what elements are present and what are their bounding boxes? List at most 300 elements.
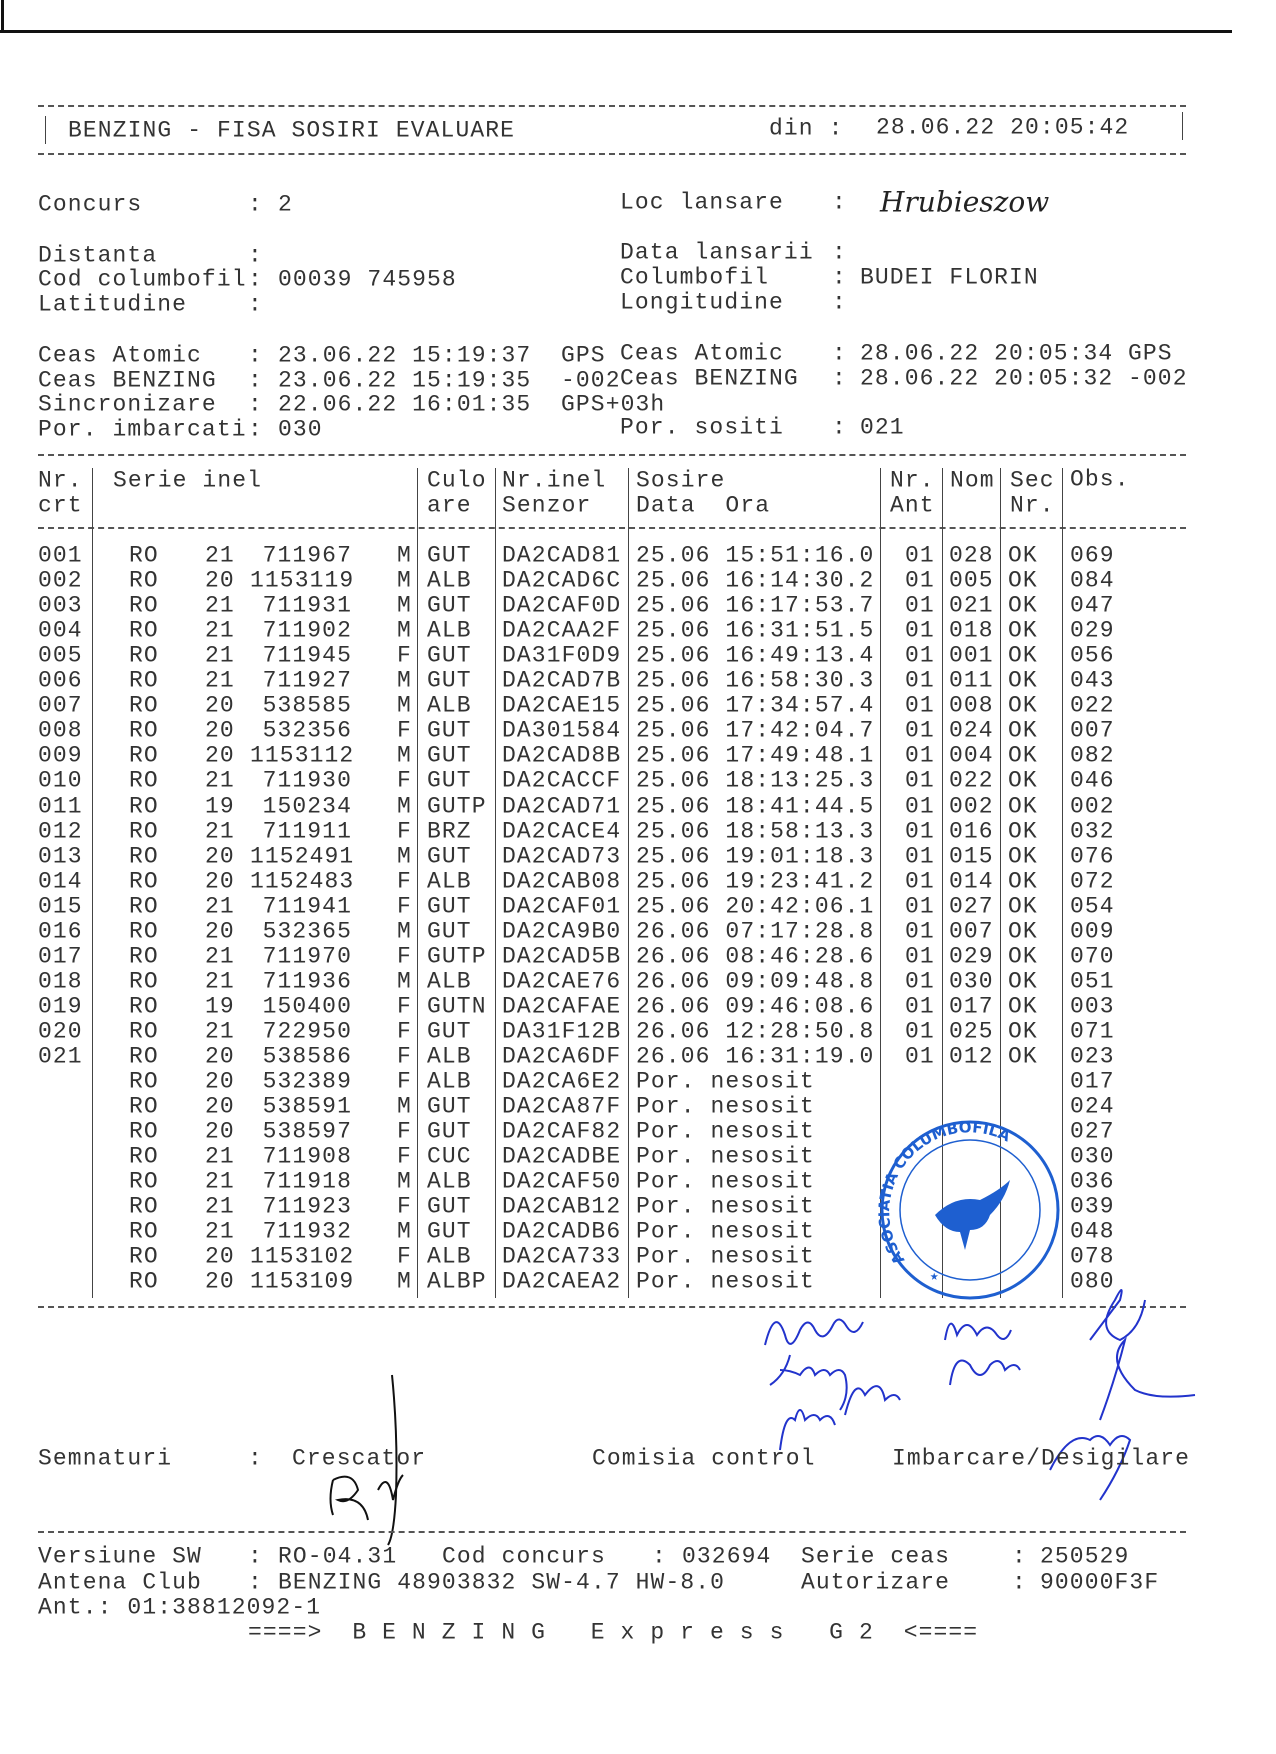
row-sex: F <box>397 1068 412 1095</box>
row-color: CUC <box>427 1143 472 1170</box>
row-country: RO <box>129 617 159 644</box>
header-sec: Sec <box>1010 467 1055 494</box>
row-country: RO <box>129 642 159 669</box>
autorizare-label: Autorizare <box>801 1569 951 1596</box>
row-sensor: DA31F0D9 <box>502 642 622 669</box>
row-arrival: 26.06 09:46:08.6 <box>636 993 875 1020</box>
row-sensor: DA2CAEA2 <box>502 1268 622 1295</box>
row-year: 20 <box>205 1268 235 1295</box>
loc-lansare-handwritten: Hrubieszow <box>880 185 1050 219</box>
row-arrival: Por. nesosit <box>636 1243 815 1270</box>
row-nr-ant: 01 <box>905 1043 935 1070</box>
clock-value: 22.06.22 16:01:35 <box>278 391 532 418</box>
colon: : <box>248 266 263 293</box>
row-obs: 070 <box>1070 943 1115 970</box>
row-nr-ant: 01 <box>905 868 935 895</box>
scan-edge <box>0 30 1232 33</box>
row-crt: 008 <box>38 717 83 744</box>
row-sex: M <box>397 1168 412 1195</box>
colon: : <box>248 291 263 318</box>
colon: : <box>248 1543 263 1570</box>
row-sensor: DA2CAF82 <box>502 1118 622 1145</box>
row-crt: 013 <box>38 843 83 870</box>
row-country: RO <box>129 918 159 945</box>
row-arrival: 25.06 20:42:06.1 <box>636 893 875 920</box>
row-crt: 002 <box>38 567 83 594</box>
column-divider <box>942 468 943 1298</box>
row-obs: 069 <box>1070 542 1115 569</box>
row-nr-ant: 01 <box>905 1018 935 1045</box>
row-sensor: DA2CACCF <box>502 767 622 794</box>
colon: : <box>248 1569 263 1596</box>
row-color: GUT <box>427 1218 472 1245</box>
clock-value: 030 <box>278 416 323 443</box>
versiune-label: Versiune SW <box>38 1543 202 1570</box>
antena-label: Antena Club <box>38 1569 202 1596</box>
cod-concurs-label: Cod concurs <box>442 1543 606 1570</box>
header-nr: Nr. <box>38 467 83 494</box>
cod-columbofil-value: 00039 745958 <box>278 266 457 293</box>
clock-value: 28.06.22 20:05:32 <box>860 365 1114 392</box>
row-color: GUT <box>427 742 472 769</box>
row-nr-ant: 01 <box>905 893 935 920</box>
row-nom: 012 <box>949 1043 994 1070</box>
clock-label: Por. imbarcati <box>38 416 247 443</box>
row-arrival: 25.06 18:13:25.3 <box>636 767 875 794</box>
column-divider <box>628 468 629 1298</box>
row-sensor: DA2CA733 <box>502 1243 622 1270</box>
row-year: 21 <box>205 1143 235 1170</box>
row-color: GUT <box>427 767 472 794</box>
row-crt: 003 <box>38 592 83 619</box>
row-crt: 021 <box>38 1043 83 1070</box>
row-country: RO <box>129 1118 159 1145</box>
row-ring-number: 711932 <box>262 1218 352 1245</box>
row-ring-number: 538586 <box>262 1043 352 1070</box>
row-arrival: 25.06 18:41:44.5 <box>636 793 875 819</box>
row-crt: 007 <box>38 692 83 719</box>
row-ring-number: 1152483 <box>250 868 355 895</box>
row-nr-ant: 01 <box>905 993 935 1020</box>
row-sec: OK <box>1008 993 1038 1020</box>
row-ring-number: 150400 <box>262 993 352 1020</box>
serie-ceas-value: 250529 <box>1040 1543 1130 1570</box>
row-arrival: Por. nesosit <box>636 1068 815 1095</box>
row-sensor: DA2CAE76 <box>502 968 622 995</box>
row-obs: 048 <box>1070 1218 1115 1245</box>
row-ring-number: 711911 <box>262 818 352 845</box>
header-serie-inel: Serie inel <box>113 467 263 494</box>
row-arrival: Por. nesosit <box>636 1268 815 1295</box>
row-ring-number: 711945 <box>262 642 352 669</box>
row-obs: 027 <box>1070 1118 1115 1145</box>
column-divider <box>495 468 496 1298</box>
row-year: 21 <box>205 1018 235 1045</box>
clock-label: Por. sositi <box>620 414 784 441</box>
divider <box>38 1306 1186 1308</box>
header-data-ora: Data Ora <box>636 492 771 519</box>
row-nr-ant: 01 <box>905 717 935 744</box>
row-country: RO <box>129 893 159 920</box>
row-year: 21 <box>205 1193 235 1220</box>
row-arrival: 26.06 16:31:19.0 <box>636 1043 875 1070</box>
row-ring-number: 711927 <box>262 667 352 694</box>
row-ring-number: 711967 <box>262 542 352 569</box>
row-sec: OK <box>1008 943 1038 970</box>
row-color: GUTP <box>427 943 487 970</box>
row-ring-number: 711941 <box>262 893 352 920</box>
row-color: GUTP <box>427 793 487 819</box>
row-color: ALB <box>427 1168 472 1195</box>
row-arrival: 25.06 17:49:48.1 <box>636 742 875 769</box>
row-sensor: DA2CA6DF <box>502 1043 622 1070</box>
clock-suffix: GPS <box>561 342 606 369</box>
imbarcare-desigilare-label: Imbarcare/Desigilare <box>892 1445 1191 1472</box>
row-year: 19 <box>205 993 235 1020</box>
row-nr-ant: 01 <box>905 667 935 694</box>
row-color: ALB <box>427 692 472 719</box>
row-year: 20 <box>205 1068 235 1095</box>
row-crt: 014 <box>38 868 83 895</box>
row-sec: OK <box>1008 692 1038 719</box>
row-sensor: DA2CAB12 <box>502 1193 622 1220</box>
header-ant: Ant <box>890 492 935 519</box>
row-country: RO <box>129 818 159 845</box>
header-nr-ant: Nr. <box>890 467 935 494</box>
row-year: 21 <box>205 542 235 569</box>
row-sex: M <box>397 1093 412 1120</box>
row-arrival: 25.06 16:17:53.7 <box>636 592 875 619</box>
row-obs: 024 <box>1070 1093 1115 1120</box>
row-crt: 017 <box>38 943 83 970</box>
row-obs: 051 <box>1070 968 1115 995</box>
row-nom: 018 <box>949 617 994 644</box>
row-sensor: DA2CA9B0 <box>502 918 622 945</box>
row-nom: 017 <box>949 993 994 1020</box>
colon: : <box>832 189 847 216</box>
benzing-banner: ====> B E N Z I N G E x p r e s s G 2 <==== <box>248 1619 979 1646</box>
row-sensor: DA2CADBE <box>502 1143 622 1170</box>
row-year: 20 <box>205 742 235 769</box>
header-crt: crt <box>38 492 83 519</box>
row-sensor: DA2CAD6C <box>502 567 622 594</box>
row-ring-number: 711931 <box>262 592 352 619</box>
row-nr-ant: 01 <box>905 918 935 945</box>
header-culoare-2: are <box>427 492 472 519</box>
row-obs: 078 <box>1070 1243 1115 1270</box>
header-border-right <box>1182 112 1183 140</box>
row-crt: 010 <box>38 767 83 794</box>
row-arrival: 25.06 15:51:16.0 <box>636 542 875 569</box>
longitudine-label: Longitudine <box>620 289 784 316</box>
divider <box>38 153 1186 155</box>
row-color: GUT <box>427 1118 472 1145</box>
header-culoare: Culo <box>427 467 487 494</box>
column-divider <box>1062 468 1063 1298</box>
row-color: ALB <box>427 567 472 594</box>
colon: : <box>832 264 847 291</box>
row-nom: 016 <box>949 818 994 845</box>
row-year: 20 <box>205 1093 235 1120</box>
row-nom: 029 <box>949 943 994 970</box>
row-ring-number: 150234 <box>262 793 352 819</box>
row-nr-ant: 01 <box>905 592 935 619</box>
row-year: 20 <box>205 868 235 895</box>
row-obs: 030 <box>1070 1143 1115 1170</box>
row-ring-number: 711908 <box>262 1143 352 1170</box>
row-year: 21 <box>205 893 235 920</box>
row-sex: M <box>397 617 412 644</box>
row-crt: 020 <box>38 1018 83 1045</box>
data-lansarii-label: Data lansarii <box>620 239 814 266</box>
row-obs: 082 <box>1070 742 1115 769</box>
row-obs: 046 <box>1070 767 1115 794</box>
row-sex: F <box>397 1118 412 1145</box>
row-nr-ant: 01 <box>905 642 935 669</box>
row-obs: 017 <box>1070 1068 1115 1095</box>
row-nr-ant: 01 <box>905 767 935 794</box>
row-country: RO <box>129 567 159 594</box>
row-obs: 072 <box>1070 868 1115 895</box>
row-arrival: 25.06 17:34:57.4 <box>636 692 875 719</box>
row-crt: 001 <box>38 542 83 569</box>
row-color: GUT <box>427 918 472 945</box>
row-color: BRZ <box>427 818 472 845</box>
row-sensor: DA2CACE4 <box>502 818 622 845</box>
clock-label: Ceas Atomic <box>38 342 202 369</box>
row-arrival: 25.06 16:58:30.3 <box>636 667 875 694</box>
row-nr-ant: 01 <box>905 843 935 870</box>
row-sex: M <box>397 843 412 870</box>
clock-value: 23.06.22 15:19:37 <box>278 342 532 369</box>
row-crt: 006 <box>38 667 83 694</box>
row-color: GUT <box>427 542 472 569</box>
clock-suffix: -002 <box>561 367 621 394</box>
row-sec: OK <box>1008 717 1038 744</box>
row-sex: F <box>397 1243 412 1270</box>
clock-suffix: GPS <box>1128 340 1173 367</box>
row-sec: OK <box>1008 592 1038 619</box>
colon: : <box>832 414 847 441</box>
date-label: din : <box>769 115 844 142</box>
row-sensor: DA2CADB6 <box>502 1218 622 1245</box>
row-year: 20 <box>205 1118 235 1145</box>
colon: : <box>832 365 847 392</box>
row-color: GUT <box>427 592 472 619</box>
row-crt: 005 <box>38 642 83 669</box>
colon: : <box>248 342 263 369</box>
divider <box>38 105 1186 107</box>
row-ring-number: 532365 <box>262 918 352 945</box>
row-crt: 016 <box>38 918 83 945</box>
row-obs: 003 <box>1070 993 1115 1020</box>
row-color: GUT <box>427 642 472 669</box>
row-country: RO <box>129 592 159 619</box>
versiune-value: RO-04.31 <box>278 1543 398 1570</box>
row-year: 20 <box>205 692 235 719</box>
latitudine-label: Latitudine <box>38 291 188 318</box>
row-country: RO <box>129 542 159 569</box>
row-obs: 056 <box>1070 642 1115 669</box>
row-obs: 032 <box>1070 818 1115 845</box>
clock-suffix: -002 <box>1128 365 1188 392</box>
row-country: RO <box>129 1218 159 1245</box>
row-ring-number: 711936 <box>262 968 352 995</box>
association-stamp <box>875 1118 1058 1298</box>
row-nom: 025 <box>949 1018 994 1045</box>
row-obs: 036 <box>1070 1168 1115 1195</box>
row-obs: 047 <box>1070 592 1115 619</box>
row-country: RO <box>129 1093 159 1120</box>
row-sex: M <box>397 592 412 619</box>
row-ring-number: 538585 <box>262 692 352 719</box>
row-nom: 030 <box>949 968 994 995</box>
row-arrival: 25.06 17:42:04.7 <box>636 717 875 744</box>
row-crt: 009 <box>38 742 83 769</box>
row-arrival: Por. nesosit <box>636 1218 815 1245</box>
header-sec-nr: Nr. <box>1010 492 1055 519</box>
loc-lansare-label: Loc lansare <box>620 189 784 216</box>
row-sec: OK <box>1008 893 1038 920</box>
row-color: ALB <box>427 1068 472 1095</box>
autorizare-value: 90000F3F <box>1040 1569 1160 1596</box>
row-ring-number: 722950 <box>262 1018 352 1045</box>
row-sensor: DA2CAE15 <box>502 692 622 719</box>
row-arrival: Por. nesosit <box>636 1143 815 1170</box>
serie-ceas-label: Serie ceas <box>801 1543 951 1570</box>
column-divider <box>417 468 418 1298</box>
row-nr-ant: 01 <box>905 793 935 819</box>
clock-label: Ceas Atomic <box>620 340 784 367</box>
row-ring-number: 711923 <box>262 1193 352 1220</box>
row-color: GUT <box>427 667 472 694</box>
row-sensor: DA2CAD8B <box>502 742 622 769</box>
row-sec: OK <box>1008 843 1038 870</box>
header-sosire: Sosire <box>636 467 726 494</box>
row-obs: 071 <box>1070 1018 1115 1045</box>
cod-concurs-value: 032694 <box>682 1543 772 1570</box>
row-sex: F <box>397 642 412 669</box>
row-nom: 014 <box>949 868 994 895</box>
row-nom: 002 <box>949 793 994 819</box>
row-country: RO <box>129 943 159 970</box>
row-sensor: DA2CA87F <box>502 1093 622 1120</box>
row-sec: OK <box>1008 1018 1038 1045</box>
row-sensor: DA2CAD5B <box>502 943 622 970</box>
clock-value: 28.06.22 20:05:34 <box>860 340 1114 367</box>
colon: : <box>248 191 263 218</box>
row-sec: OK <box>1008 868 1038 895</box>
row-sex: F <box>397 767 412 794</box>
row-ring-number: 532389 <box>262 1068 352 1095</box>
row-nr-ant: 01 <box>905 968 935 995</box>
divider <box>38 1531 1186 1533</box>
colon: : <box>832 289 847 316</box>
row-nr-ant: 01 <box>905 943 935 970</box>
row-country: RO <box>129 742 159 769</box>
row-arrival: 25.06 19:23:41.2 <box>636 868 875 895</box>
clock-label: Ceas BENZING <box>620 365 799 392</box>
row-sex: M <box>397 742 412 769</box>
row-arrival: 25.06 16:14:30.2 <box>636 567 875 594</box>
row-sensor: DA2CAFAE <box>502 993 622 1020</box>
header-nr-inel: Nr.inel <box>502 467 607 494</box>
row-sex: F <box>397 1143 412 1170</box>
columbofil-value: BUDEI FLORIN <box>860 264 1039 291</box>
crescator-label: Crescator <box>292 1445 427 1472</box>
clock-value: 021 <box>860 414 905 441</box>
row-obs: 002 <box>1070 793 1115 819</box>
divider <box>38 454 1186 456</box>
distanta-label: Distanta <box>38 242 158 269</box>
row-sensor: DA2CAB08 <box>502 868 622 895</box>
colon: : <box>248 367 263 394</box>
row-ring-number: 538597 <box>262 1118 352 1145</box>
row-obs: 029 <box>1070 617 1115 644</box>
row-sec: OK <box>1008 918 1038 945</box>
row-nom: 001 <box>949 642 994 669</box>
row-obs: 080 <box>1070 1268 1115 1295</box>
row-obs: 054 <box>1070 893 1115 920</box>
row-year: 20 <box>205 567 235 594</box>
row-ring-number: 1153119 <box>250 567 355 594</box>
row-crt: 011 <box>38 793 83 819</box>
row-sex: F <box>397 1018 412 1045</box>
row-sec: OK <box>1008 642 1038 669</box>
row-ring-number: 1153112 <box>250 742 355 769</box>
row-year: 21 <box>205 767 235 794</box>
row-arrival: 25.06 18:58:13.3 <box>636 818 875 845</box>
cod-columbofil-label: Cod columbofil <box>38 266 247 293</box>
row-sec: OK <box>1008 567 1038 594</box>
colon: : <box>1012 1569 1027 1596</box>
row-crt: 004 <box>38 617 83 644</box>
comisia-control-label: Comisia control <box>592 1445 816 1472</box>
row-ring-number: 711918 <box>262 1168 352 1195</box>
row-sex: M <box>397 1268 412 1295</box>
header-senzor: Senzor <box>502 492 592 519</box>
row-sensor: DA301584 <box>502 717 622 744</box>
row-sex: M <box>397 667 412 694</box>
divider <box>38 527 1186 529</box>
row-nom: 024 <box>949 717 994 744</box>
row-sex: M <box>397 918 412 945</box>
row-sensor: DA2CAF50 <box>502 1168 622 1195</box>
row-crt: 012 <box>38 818 83 845</box>
row-nom: 021 <box>949 592 994 619</box>
row-crt: 015 <box>38 893 83 920</box>
row-sex: M <box>397 542 412 569</box>
row-sec: OK <box>1008 742 1038 769</box>
print-datetime: 28.06.22 20:05:42 <box>876 114 1130 141</box>
colon: : <box>248 242 263 269</box>
row-year: 20 <box>205 1243 235 1270</box>
scan-edge-corner <box>1 0 4 32</box>
row-country: RO <box>129 1043 159 1070</box>
pigeon-icon <box>935 1180 1010 1250</box>
row-country: RO <box>129 667 159 694</box>
row-year: 20 <box>205 918 235 945</box>
row-country: RO <box>129 1268 159 1295</box>
row-country: RO <box>129 767 159 794</box>
antena-value: BENZING 48903832 SW-4.7 HW-8.0 <box>278 1569 726 1596</box>
row-arrival: 25.06 19:01:18.3 <box>636 843 875 870</box>
row-year: 21 <box>205 642 235 669</box>
row-nr-ant: 01 <box>905 567 935 594</box>
row-year: 21 <box>205 818 235 845</box>
row-arrival: 25.06 16:49:13.4 <box>636 642 875 669</box>
row-nr-ant: 01 <box>905 818 935 845</box>
